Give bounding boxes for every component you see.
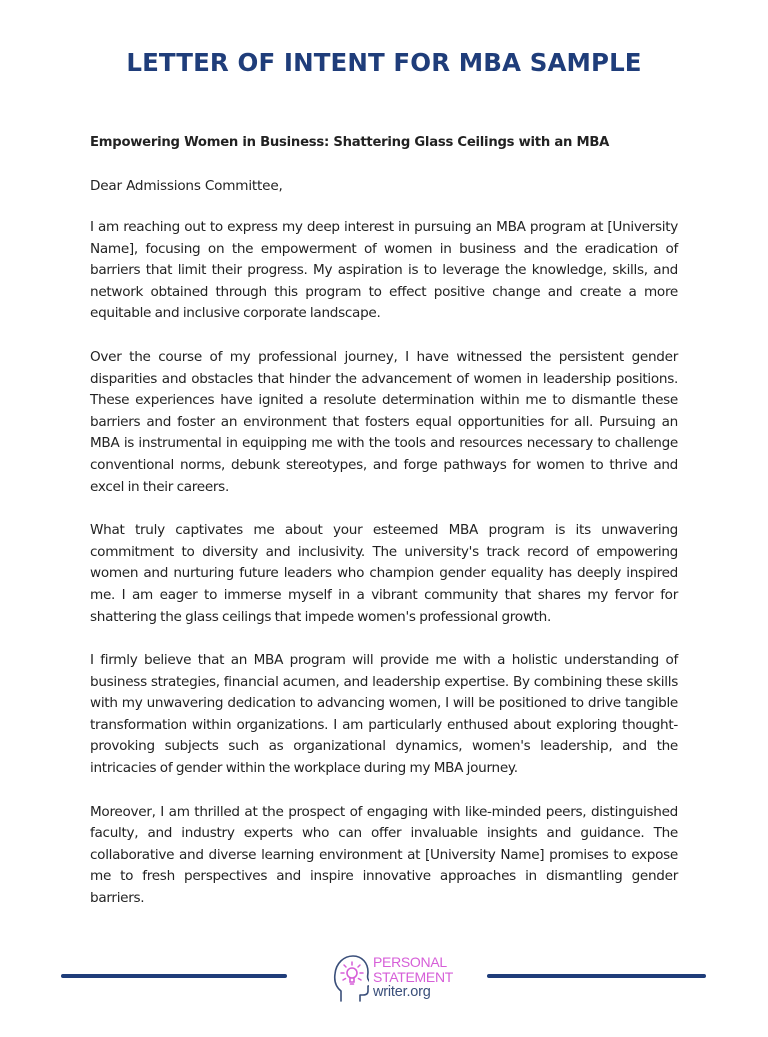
paragraph-3: What truly captivates me about your esteemed MBA program is its unwavering commitment to diversity and inclusivity. The university's track record of empowering women and nurturing future leaders who champion gender equality has deeply inspired me. I am eager to immerse myself in a vibrant community that shares my fervor for shattering the glass ceilings that impede women's professional growth. (90, 522, 678, 625)
logo-text-domain: writer.org (373, 984, 431, 1000)
logo-text-personal: PERSONAL (373, 954, 447, 970)
footer-logo (333, 953, 453, 1003)
logo-text-statement: STATEMENT (373, 969, 454, 985)
paragraph-2: Over the course of my professional journey, I have witnessed the persistent gender disparities and obstacles that hinder the advancement of women in leadership positions. These experiences have ignited a resolute determination within me to dismantle these barriers and foster an environment that fosters equal opportunities for all. Pursuing an MBA is instrumental in equipping me with the tools and resources necessary to challenge conventional norms, debunk stereotypes, and forge pathways for women to thrive and excel in their careers. (90, 348, 678, 495)
salutation: Dear Admissions Committee, (90, 178, 283, 194)
footer-divider-right (487, 974, 706, 978)
footer-divider-left (61, 974, 287, 978)
paragraph-5: Moreover, I am thrilled at the prospect of engaging with like-minded peers, distinguished faculty, and industry experts who can offer invaluable insights and guidance. The collaborative and diverse learning environment at [University Name] promises to expose me to fresh perspectives and inspire innovative approaches in dismantling gender barriers. (90, 803, 678, 907)
letter-body (90, 133, 678, 910)
paragraph-1: I am reaching out to express my deep interest in pursuing an MBA program at [University Name], focusing on the empowerment of women in business and the eradication of barriers that limit their progress. My aspiration is to leverage the knowledge, skills, and network obtained through this program to effect positive change and create a more equitable and inclusive corporate landscape. (90, 219, 678, 322)
page-title: LETTER OF INTENT FOR MBA SAMPLE (126, 48, 642, 77)
letter-subtitle: Empowering Women in Business: Shattering Glass Ceilings with an MBA (90, 135, 610, 150)
logo-wordmark (373, 955, 453, 1000)
paragraph-4: I firmly believe that an MBA program will provide me with a holistic understanding of business strategies, financial acumen, and leadership expertise. By combining these skills with my unwavering dedication to advancing women, I will be positioned to drive tangible transformation within organizations. I am particularly enthused about exploring thought-provoking subjects such as organizational dynamics, women's leadership, and the intricacies of gender within the workplace during my MBA journey. (90, 652, 678, 777)
head-lightbulb-icon (333, 953, 369, 1003)
